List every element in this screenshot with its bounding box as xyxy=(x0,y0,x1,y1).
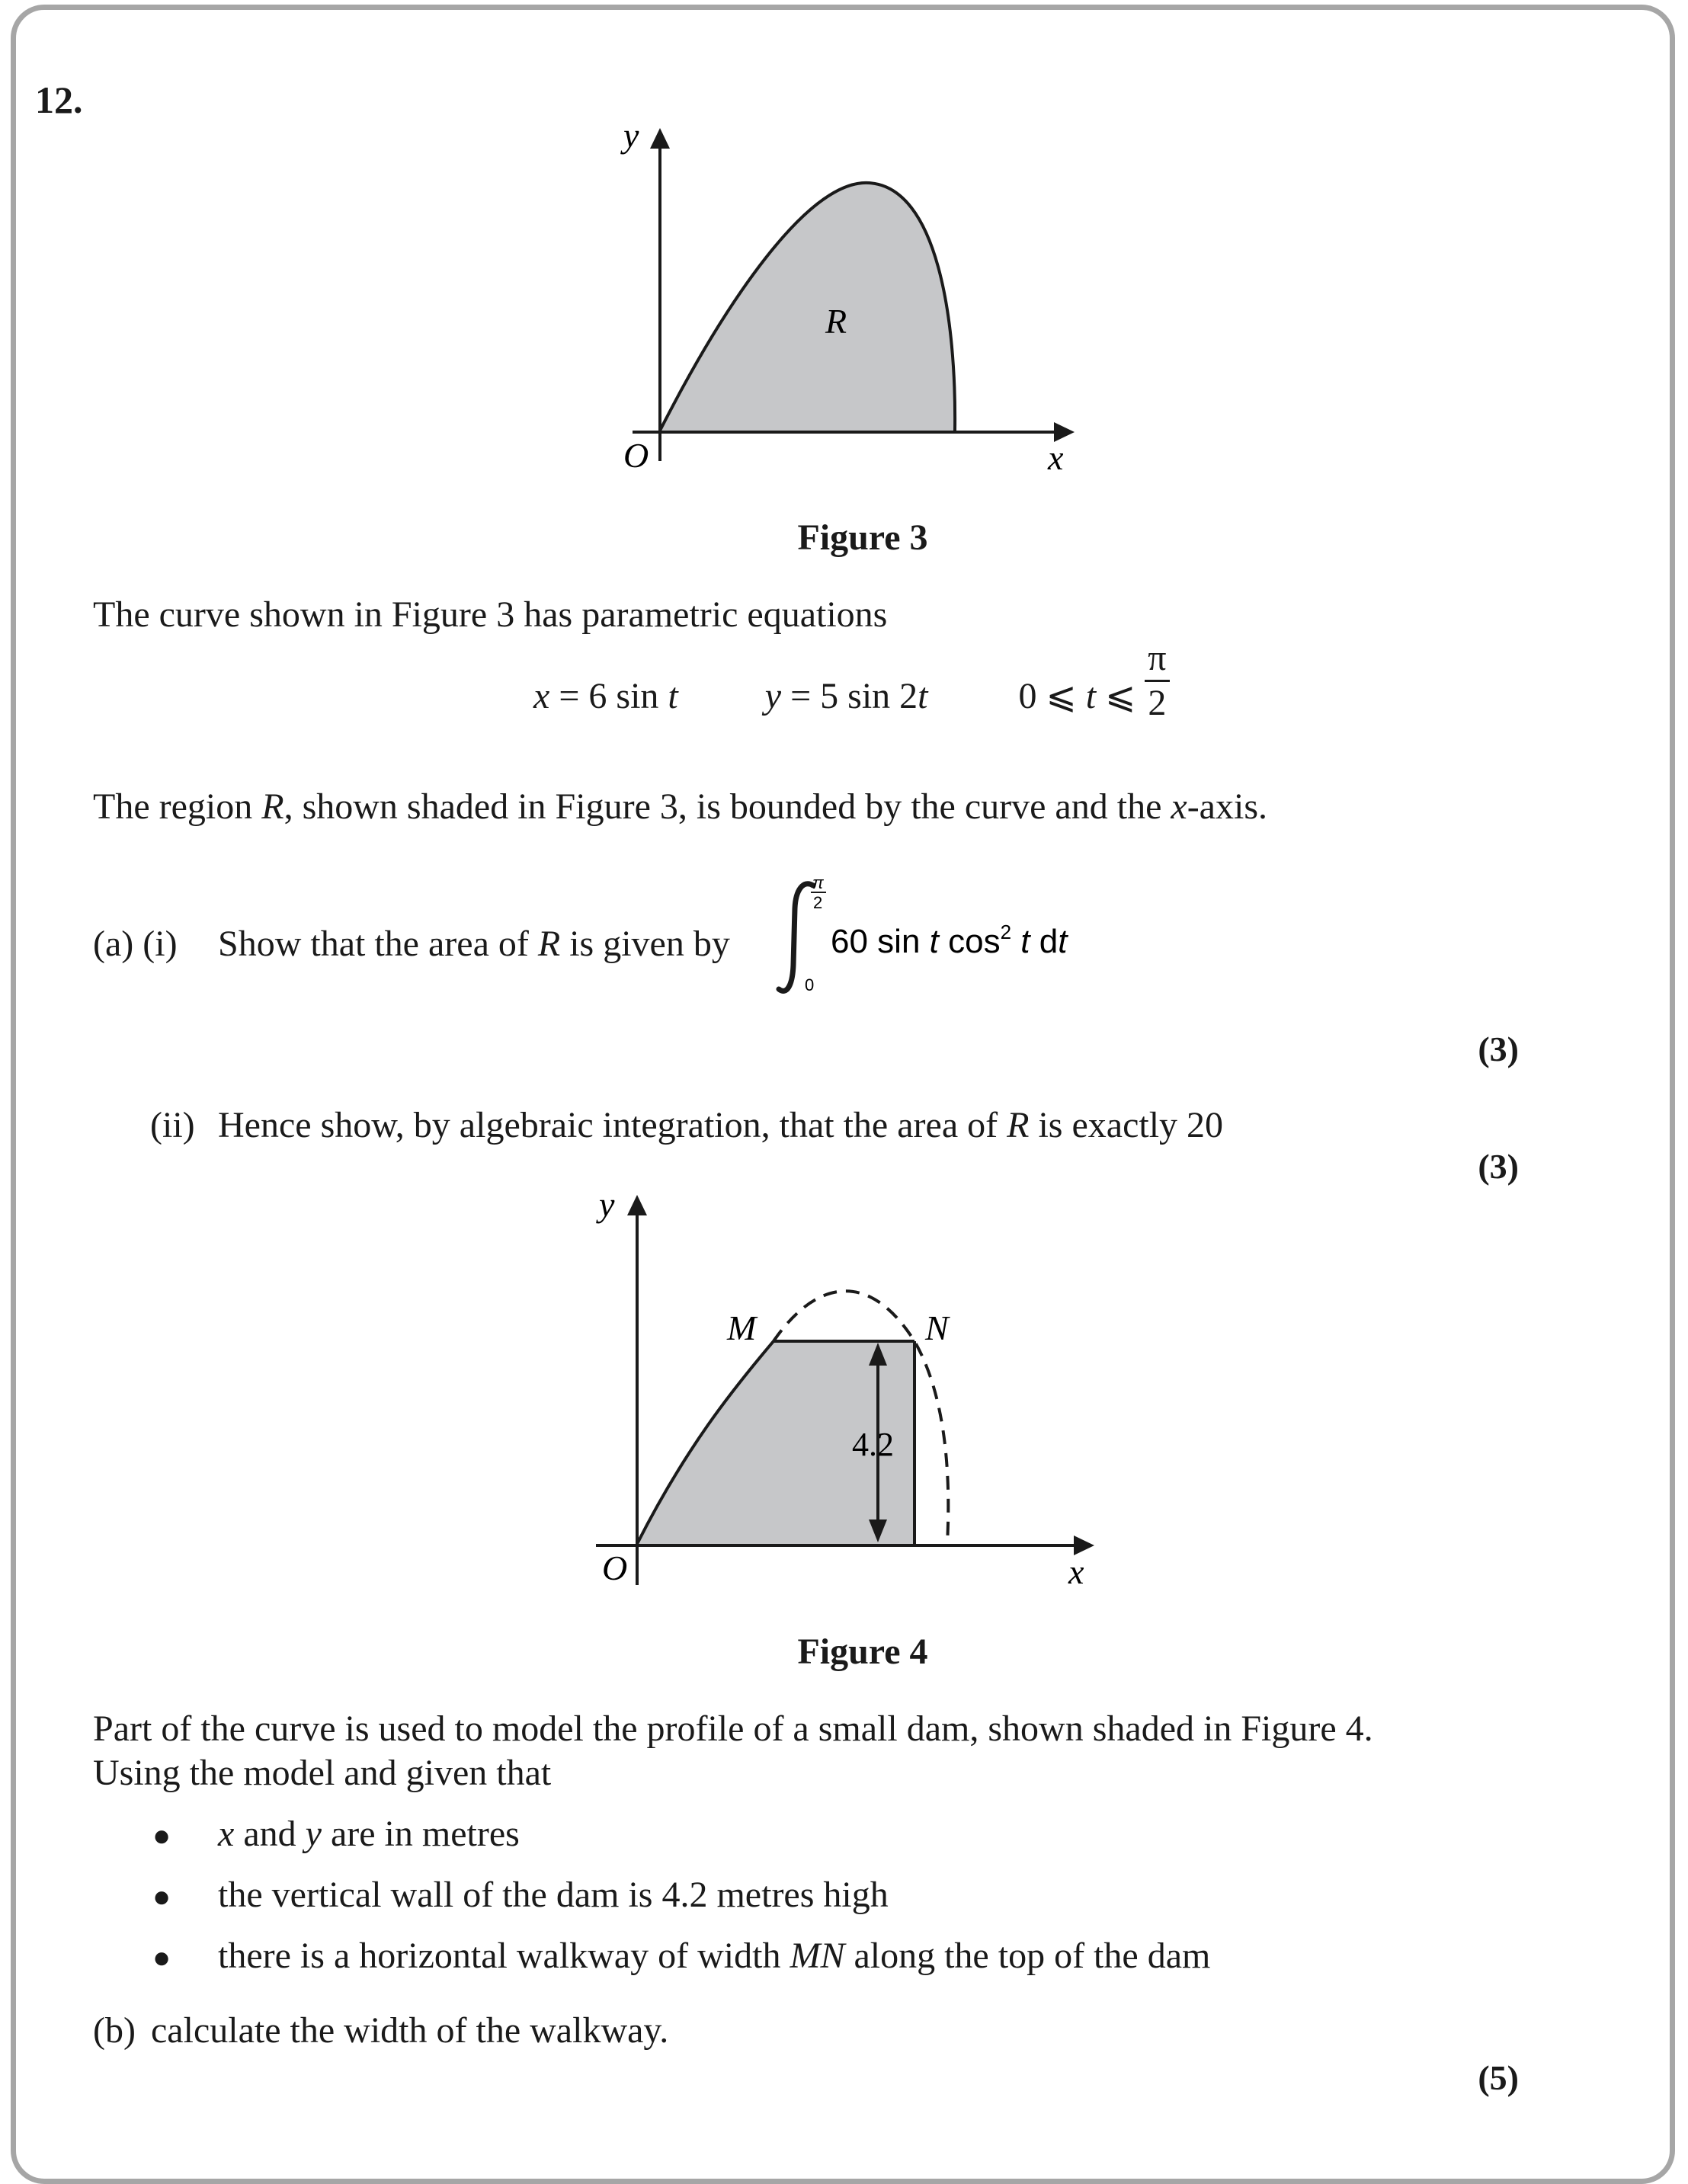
bullet-item xyxy=(152,1934,171,1978)
region-description: The region R, shown shaded in Figure 3, is bounded by the curve and the x-axis. xyxy=(93,786,1267,827)
region-r-shading xyxy=(660,183,955,431)
part-b-label: (b) xyxy=(93,2010,136,2051)
intro-line: The curve shown in Figure 3 has parametric equations xyxy=(93,594,888,635)
bullet-text-3: there is a horizontal walkway of width MN along the top of the dam xyxy=(218,1936,1211,1976)
part-a-ii-marks: (3) xyxy=(1478,1147,1519,1186)
y-axis-arrow xyxy=(650,128,670,149)
part-a-i-marks: (3) xyxy=(1478,1030,1519,1068)
eq-range: 0 ⩽ t ⩽ $\frac{\pi}{2}$ xyxy=(1019,676,1170,716)
integral-upper-den: 2 xyxy=(813,893,823,912)
part-b-text: calculate the width of the walkway. xyxy=(151,2010,669,2051)
point-m-label: M xyxy=(727,1308,757,1347)
x-axis-label: x xyxy=(1068,1552,1084,1591)
bullet-text-2: the vertical wall of the dam is 4.2 metres high xyxy=(218,1875,889,1915)
figure-4 xyxy=(579,1177,1113,1593)
bullet-dot-icon: ● xyxy=(152,1818,171,1853)
figure-3-caption: Figure 3 xyxy=(797,517,928,558)
eq-x: x = 6 sin t xyxy=(533,676,678,716)
x-axis-label: x xyxy=(1048,438,1064,477)
context-line-2: Using the model and given that xyxy=(93,1753,552,1793)
y-axis-arrow xyxy=(627,1195,647,1215)
bullet-item xyxy=(152,1812,171,1856)
part-a-ii-label: (ii) xyxy=(150,1105,195,1145)
region-label: R xyxy=(825,302,847,341)
part-b-marks: (5) xyxy=(1478,2058,1519,2097)
origin-label: O xyxy=(623,436,649,475)
question-number: 12. xyxy=(35,78,83,121)
part-a-i-text: Show that the area of R is given by xyxy=(218,924,730,964)
parametric-equations xyxy=(533,638,1170,724)
context-line-1: Part of the curve is used to model the profile of a small dam, shown shaded in Figure 4. xyxy=(93,1708,1373,1749)
point-n-label: N xyxy=(925,1308,949,1347)
origin-label: O xyxy=(602,1548,628,1587)
height-label: 4.2 xyxy=(852,1426,894,1463)
integral-upper-num: π xyxy=(812,875,824,892)
integral-lower: 0 xyxy=(805,975,815,994)
bullet-dot-icon: ● xyxy=(152,1879,171,1913)
bullet-dot-icon: ● xyxy=(152,1940,171,1974)
figure-4-caption: Figure 4 xyxy=(797,1632,928,1672)
eq-y: y = 5 sin 2t xyxy=(764,676,928,716)
integrand: 60 sin t $\cos^2 t$ dt xyxy=(831,921,1068,960)
y-axis-label: y xyxy=(599,1185,615,1224)
bullet-text-1: x and y are in metres xyxy=(218,1814,520,1854)
integral-expression xyxy=(770,875,1090,1012)
y-axis-label: y xyxy=(623,116,639,155)
figure-3 xyxy=(594,114,1097,488)
part-a-i-label: (a) (i) xyxy=(93,924,178,964)
part-a-ii-text: Hence show, by algebraic integration, that the area of R is exactly 20 xyxy=(218,1105,1224,1145)
bullet-item xyxy=(152,1873,171,1917)
